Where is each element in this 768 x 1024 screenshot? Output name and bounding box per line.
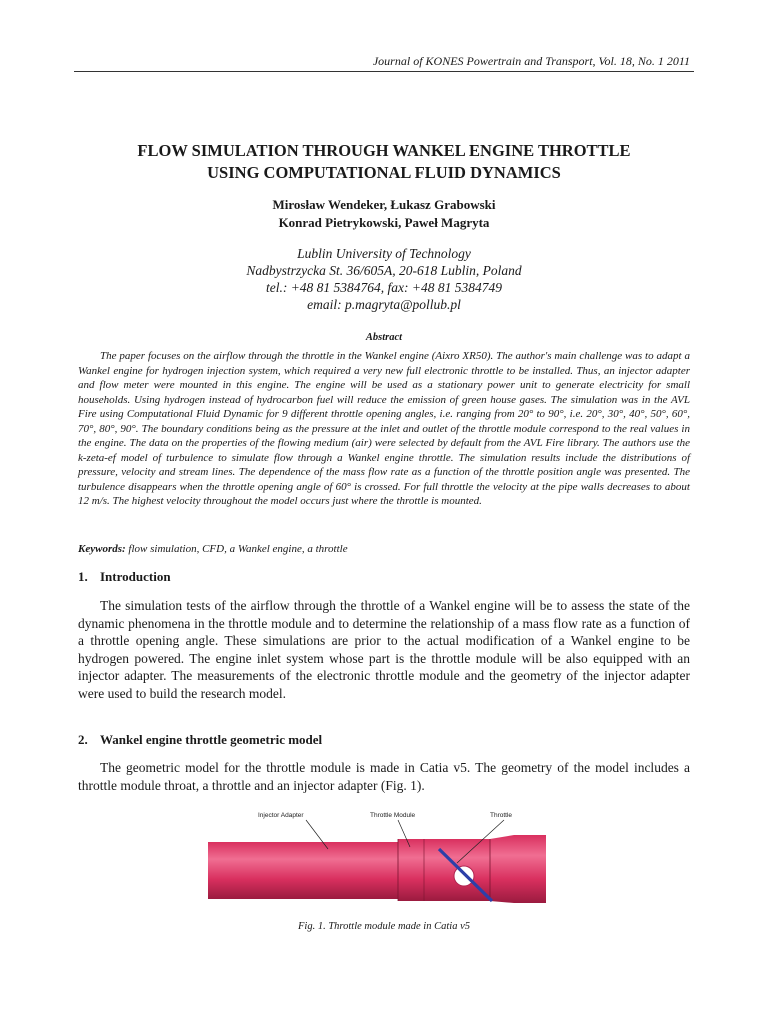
header-rule bbox=[74, 71, 694, 72]
section-heading-introduction bbox=[78, 569, 171, 585]
affiliation-address: Nadbystrzycka St. 36/605A, 20-618 Lublin, Poland bbox=[246, 263, 522, 278]
figure-throttle-model bbox=[202, 805, 549, 910]
section-text-introduction: The simulation tests of the airflow through the throttle of a Wankel engine will be to assess the state of the dynamic phenomena in the throttle module and to determine the relationship of a mass flow rate as a function of a throttle opening angle. These simulations are prior to the actual modification of a Wankel engine to be hydrogen powered. The engine inlet system whose part is the throttle module will be also equipped with an injector adapter. The measurements of the electronic throttle module and the geometry of the injector adapter were used to build the research model. bbox=[78, 598, 690, 701]
label-throttle-module: Throttle Module bbox=[370, 812, 416, 819]
pipe-outlet bbox=[490, 835, 546, 903]
keywords-label: Keywords: bbox=[78, 543, 126, 555]
abstract-text: The paper focuses on the airflow through the throttle in the Wankel engine (Aixro XR50). The author's main challenge was to adapt a Wankel engine for hydrogen injection system, which required a very new full electronic throttle to be installed. Thus, an injector adapter and flow meter were mounted in this engine. The engine will be used as a stationary power unit to generate electricity for small households. Using hydrogen instead of hydrocarbon fuel will reduce the emission of green house gases. The simulation was in the AVL Fire using Computational Fluid Dynamic for 9 different throttle opening angles, i.e. ranging from 20° to 90°, i.e. 20°, 30°, 40°, 50°, 60°, 70°, 80°, 90°. The boundary conditions being as the pressure at the inlet and outlet of the throttle module correspond to the real values in the engine. The data on the properties of the flowing medium (air) were selected by default from the AVL Fire library. The authors use the k-zeta-ef model of turbulence to simulate flow through a Wankel engine throttle. The simulation results include the distributions of pressure, velocity and stream lines. The dependence of the mass flow rate as a function of the throttle position angle was presented. The turbulence disappears when the throttle opening angle of 60° is crossed. For full throttle the velocity at the pipe walls decreases to about 12 m/s. The highest velocity throughout the model occurs just where the throttle is mounted. bbox=[78, 350, 690, 507]
section-heading-geometric-model bbox=[78, 732, 322, 748]
figure-caption: Fig. 1. Throttle module made in Catia v5 bbox=[298, 921, 470, 932]
injector-adapter-pipe bbox=[208, 842, 398, 899]
affiliation-university: Lublin University of Technology bbox=[297, 246, 471, 261]
affiliation-phone: tel.: +48 81 5384764, fax: +48 81 5384749 bbox=[265, 280, 503, 295]
keywords-text: flow simulation, CFD, a Wankel engine, a throttle bbox=[125, 543, 348, 555]
affiliation bbox=[60, 245, 708, 313]
authors-line-1: Mirosław Wendeker, Łukasz Grabowski bbox=[272, 197, 496, 212]
title-line-2: USING COMPUTATIONAL FLUID DYNAMICS bbox=[207, 163, 561, 182]
affiliation-email: email: p.magryta@pollub.pl bbox=[307, 297, 461, 312]
section-number: 2. bbox=[78, 732, 88, 747]
keywords bbox=[78, 543, 690, 555]
section-text-geometric-model: The geometric model for the throttle module is made in Catia v5. The geometry of the model includes a throttle module throat, a throttle and an injector adapter (Fig. 1). bbox=[78, 760, 690, 793]
section-title: Introduction bbox=[100, 569, 171, 584]
throttle-module-body bbox=[398, 839, 490, 901]
throttle-bore bbox=[454, 866, 474, 886]
section-number: 1. bbox=[78, 569, 88, 584]
title-line-1: FLOW SIMULATION THROUGH WANKEL ENGINE THROTTLE bbox=[137, 141, 631, 160]
label-throttle: Throttle bbox=[490, 812, 513, 819]
authors bbox=[60, 196, 708, 232]
section-title: Wankel engine throttle geometric model bbox=[100, 732, 323, 747]
label-injector-adapter: Injector Adapter bbox=[258, 812, 304, 819]
running-head: Journal of KONES Powertrain and Transport, Vol. 18, No. 1 2011 bbox=[372, 54, 690, 68]
paper-title bbox=[60, 140, 708, 184]
abstract-heading: Abstract bbox=[365, 332, 403, 343]
authors-line-2: Konrad Pietrykowski, Paweł Magryta bbox=[278, 215, 490, 230]
